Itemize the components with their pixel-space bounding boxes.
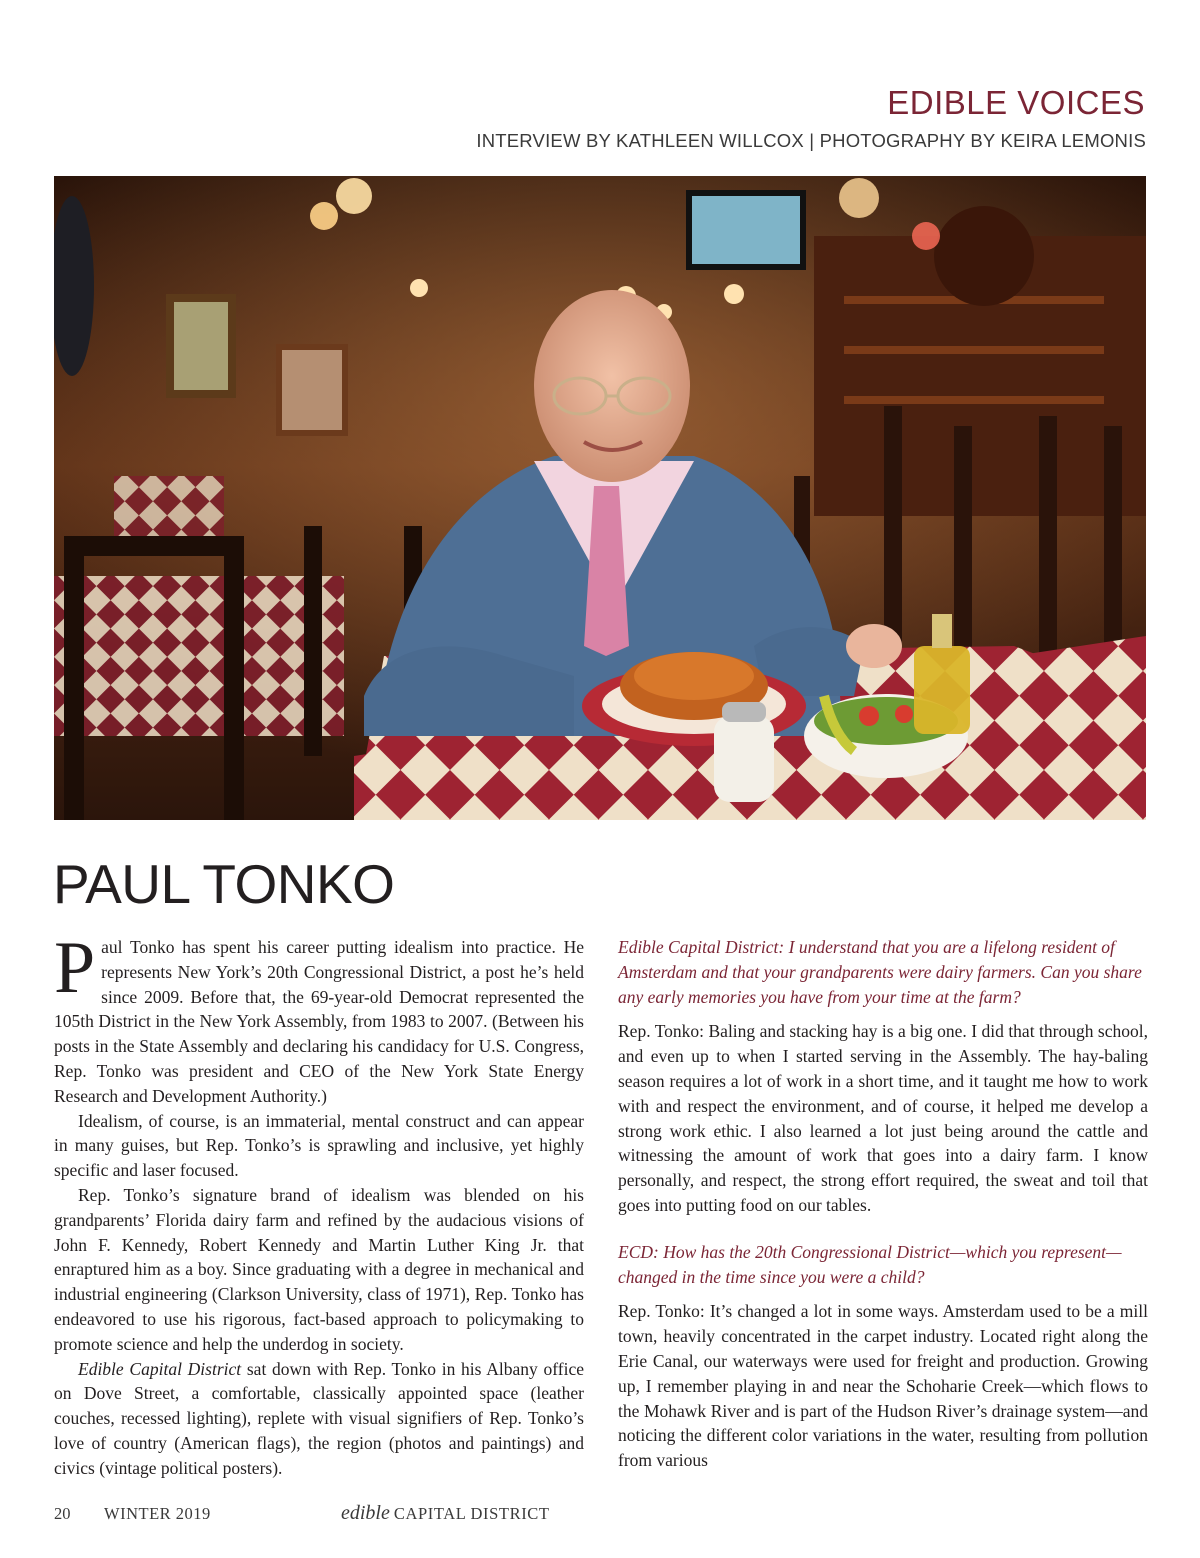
paragraph-4-text: sat down with Rep. Tonko in his Albany office on Dove Street, a comfortable, classically appointed space (leather couches, recessed lighting), replete with visual signifiers of Rep. Tonko’s love of country (American flags), the region (photos and paintings) and civics (vintage political posters).	[54, 1358, 584, 1478]
portrait-photo	[54, 176, 1146, 820]
answer-1: Rep. Tonko: Baling and stacking hay is a big one. I did that through school, and even up to when I started serving in the Assembly. The hay-baling season requires a lot of work in a short time, and it taught me how to work with and respect the environment, and of course, it helped me develop a strong work ethic. I also learned a lot just being around the cattle and witnessing the amount of work that goes into a dairy farm. I know personally, and respect, the strong effort required, the sweat and toil that goes into putting food on our tables.	[618, 1021, 1148, 1215]
brand-region: CAPITAL DISTRICT	[393, 1504, 550, 1523]
drop-cap: P	[54, 927, 96, 1009]
intro-paragraph	[54, 927, 584, 1109]
article-column-left	[54, 927, 584, 1481]
intro-text: aul Tonko has spent his career putting idealism into practice. He represents New York’s 20th Congressional District, a post he’s held since 2009. Before that, the 69-year-old Democrat represented the 105th District in the New York Assembly, from 1983 to 2007. (Between his posts in the State Assembly and declaring his candidacy for U.S. Congress, Rep. Tonko was president and CEO of the New York State Energy Research and Development Authority.)	[54, 937, 584, 1106]
issue-date: WINTER 2019	[104, 1504, 211, 1523]
byline-credits: INTERVIEW BY KATHLEEN WILLCOX | PHOTOGRAPHY BY KEIRA LEMONIS	[476, 130, 1146, 151]
paragraph-3: Rep. Tonko’s signature brand of idealism was blended on his grandparents’ Florida dairy farm and refined by the audacious visions of John F. Kennedy, Robert Kennedy and Martin Luther King Jr. that enraptured him as a boy. Since graduating with a degree in mechanical and industrial engineering (Clarkson University, class of 1971), Rep. Tonko has endeavored to use his rigorous, fact-based approach to policymaking to promote science and help the underdog in society.	[54, 1184, 584, 1354]
paragraph-4	[54, 1357, 584, 1481]
article-column-right	[618, 935, 1148, 1473]
question-2: ECD: How has the 20th Congressional District—which you represent—changed in the time since you were a child?	[618, 1241, 1122, 1287]
page-number: 20	[54, 1504, 71, 1523]
brand-edible: edible	[341, 1502, 390, 1524]
answer-2: Rep. Tonko: It’s changed a lot in some ways. Amsterdam used to be a mill town, heavily concentrated in the carpet industry. Located right along the Erie Canal, our waterways were used for freight and production. Growing up, I remember playing in and near the Schoharie Creek—which flows to the Mohawk River and is part of the Hudson River’s drainage system—and noticing the different color variations in the water, resulting from pollution from various	[618, 1301, 1148, 1471]
paragraph-2: Idealism, of course, is an immaterial, mental construct and can appear in many guises, but Rep. Tonko’s is sprawling and inclusive, yet highly specific and laser focused.	[54, 1110, 584, 1181]
publication-name: Edible Capital District	[78, 1358, 242, 1379]
question-1: Edible Capital District: I understand that you are a lifelong resident of Amsterdam and that your grandparents were dairy farmers. Can you share any early memories you have from your time at the farm?	[618, 937, 1142, 1007]
section-title: EDIBLE VOICES	[887, 84, 1145, 121]
article-headline: PAUL TONKO	[53, 853, 395, 915]
page-footer	[54, 1502, 550, 1526]
